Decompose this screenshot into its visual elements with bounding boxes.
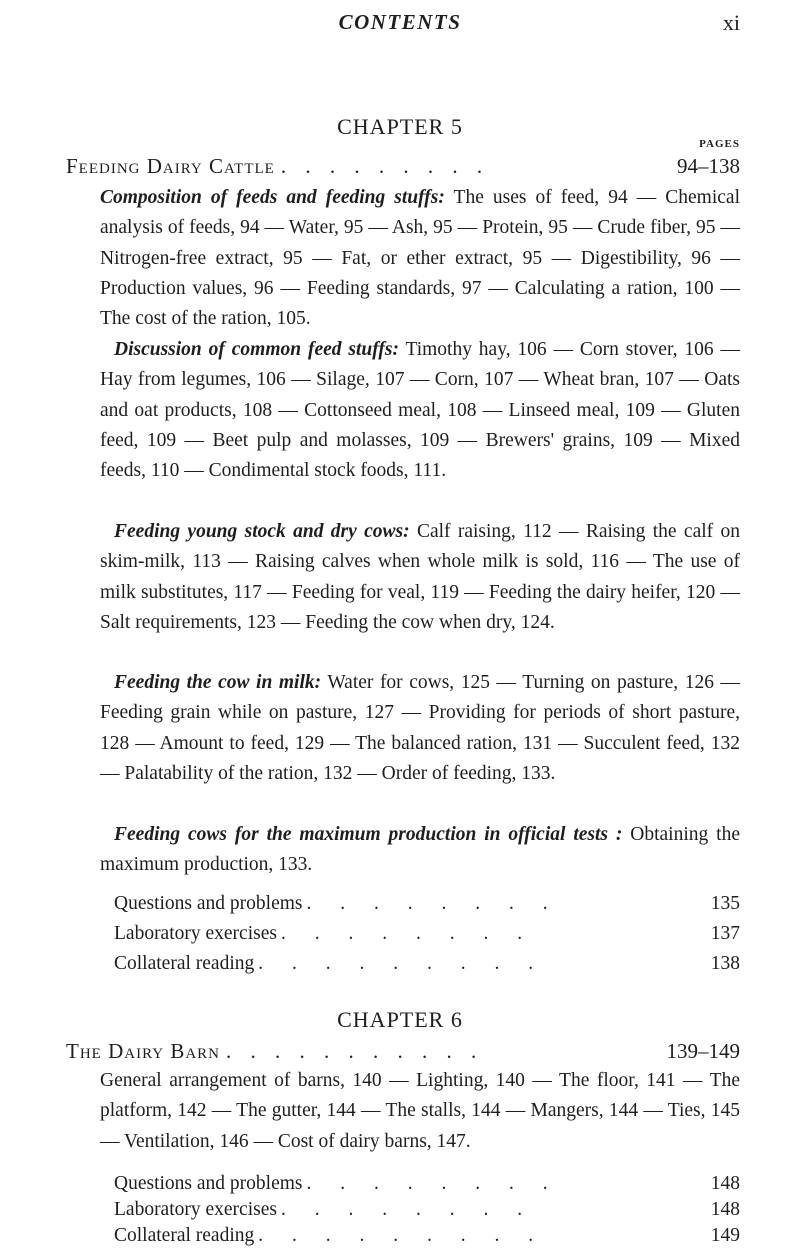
section-paragraph	[100, 668, 740, 789]
toc-item-questions[interactable]	[114, 893, 740, 915]
toc-item-laboratory[interactable]	[114, 923, 740, 945]
leader-dots: . . . . . . . .	[306, 1173, 560, 1194]
chapter-5-heading: CHAPTER 5	[337, 114, 463, 139]
chapter-6-title-row[interactable]	[66, 1039, 740, 1064]
leader-dots: . . . . . . . . .	[258, 1225, 546, 1246]
toc-item-laboratory[interactable]	[114, 1199, 740, 1221]
chapter-6-page-range: 139–149	[666, 1039, 740, 1063]
toc-item-reading[interactable]	[114, 1225, 740, 1247]
section-paragraph	[100, 1066, 740, 1157]
toc-item-page: 135	[710, 893, 740, 914]
section-lead: Discussion of common feed stuffs:	[114, 339, 399, 360]
page-number: xi	[722, 10, 740, 35]
chapter-6-heading: CHAPTER 6	[337, 1007, 463, 1032]
section-text: Calf raising, 112 — Raising the calf on skim-milk, 113 — Raising calves when whole milk is sold, 116 — The use of milk substitutes, 117 — Feeding for veal, 119 — Feeding the dairy heifer, 120 — Salt requirements, 123 — Feeding the cow when dry, 124.	[100, 521, 740, 633]
section-text: Obtaining the maximum production, 133.	[100, 824, 740, 876]
running-head	[0, 10, 800, 40]
toc-item-reading[interactable]	[114, 953, 740, 975]
pages-column-label: PAGES	[699, 138, 740, 150]
leader-dots: . . . . . . . .	[280, 923, 535, 944]
section-text: Water for cows, 125 — Turning on pasture, 126 — Feeding grain while on pasture, 127 — Providing for periods of short pasture, 128 — Amount to feed, 129 — The balanced ration, 131 — Succulent feed, 132 — Palatability of the ration, 132 — Order of feeding, 133.	[100, 672, 740, 784]
running-head-title: CONTENTS	[338, 10, 462, 34]
toc-item-page: 148	[710, 1199, 740, 1220]
toc-item-label: Questions and problems	[114, 893, 303, 914]
toc-item-page: 148	[710, 1173, 740, 1194]
toc-item-label: Laboratory exercises	[114, 1199, 277, 1220]
chapter-5-page-range: 94–138	[677, 154, 740, 178]
toc-item-questions[interactable]	[114, 1173, 740, 1195]
leader-dots: . . . . . . . . .	[258, 953, 546, 974]
section-paragraph	[100, 820, 740, 881]
section-paragraph	[100, 183, 740, 334]
section-lead: Feeding young stock and dry cows:	[114, 521, 410, 542]
leader-dots: . . . . . . . .	[306, 893, 560, 914]
section-text: The uses of feed, 94 — Chemical analysis of feeds, 94 — Water, 95 — Ash, 95 — Protein, 95 — Crude fiber, 95 — Nitrogen-free extract, 95 — Fat, or ether extract, 95 — Digestibility, 96 — Production values, 96 — Feeding standards, 97 — Calculating a ration, 100 — The cost of the ration, 105.	[100, 187, 740, 330]
toc-item-label: Laboratory exercises	[114, 923, 277, 944]
toc-item-label: Questions and problems	[114, 1173, 303, 1194]
leader-dots: . . . . . . . . .	[280, 154, 490, 178]
section-text: General arrangement of barns, 140 — Lighting, 140 — The floor, 141 — The platform, 142 — The gutter, 144 — The stalls, 144 — Mangers, 144 — Ties, 145 — Ventilation, 146 — Cost of dairy barns, 147.	[100, 1070, 740, 1152]
section-paragraph	[100, 335, 740, 486]
chapter-5-title: Feeding Dairy Cattle	[66, 154, 275, 178]
section-lead: Composition of feeds and feeding stuffs:	[100, 187, 445, 208]
chapter-6-title: The Dairy Barn	[66, 1039, 221, 1063]
toc-item-page: 137	[710, 923, 740, 944]
section-paragraph	[100, 517, 740, 638]
toc-item-label: Collateral reading	[114, 953, 255, 974]
section-lead: Feeding cows for the maximum production in official tests :	[114, 824, 623, 845]
leader-dots: . . . . . . . .	[280, 1199, 535, 1220]
chapter-5-title-row[interactable]	[66, 154, 740, 179]
toc-item-page: 138	[710, 953, 740, 974]
section-lead: Feeding the cow in milk:	[114, 672, 322, 693]
section-text: Timothy hay, 106 — Corn stover, 106 — Hay from legumes, 106 — Silage, 107 — Corn, 107 — Wheat bran, 107 — Oats and oat products, 108 — Cottonseed meal, 108 — Linseed meal, 109 — Gluten feed, 109 — Beet pulp and molasses, 109 — Brewers' grains, 109 — Mixed feeds, 110 — Condimental stock foods, 111.	[100, 339, 741, 482]
leader-dots: . . . . . . . . . . .	[226, 1039, 484, 1063]
toc-item-page: 149	[710, 1225, 740, 1246]
toc-item-label: Collateral reading	[114, 1225, 255, 1246]
